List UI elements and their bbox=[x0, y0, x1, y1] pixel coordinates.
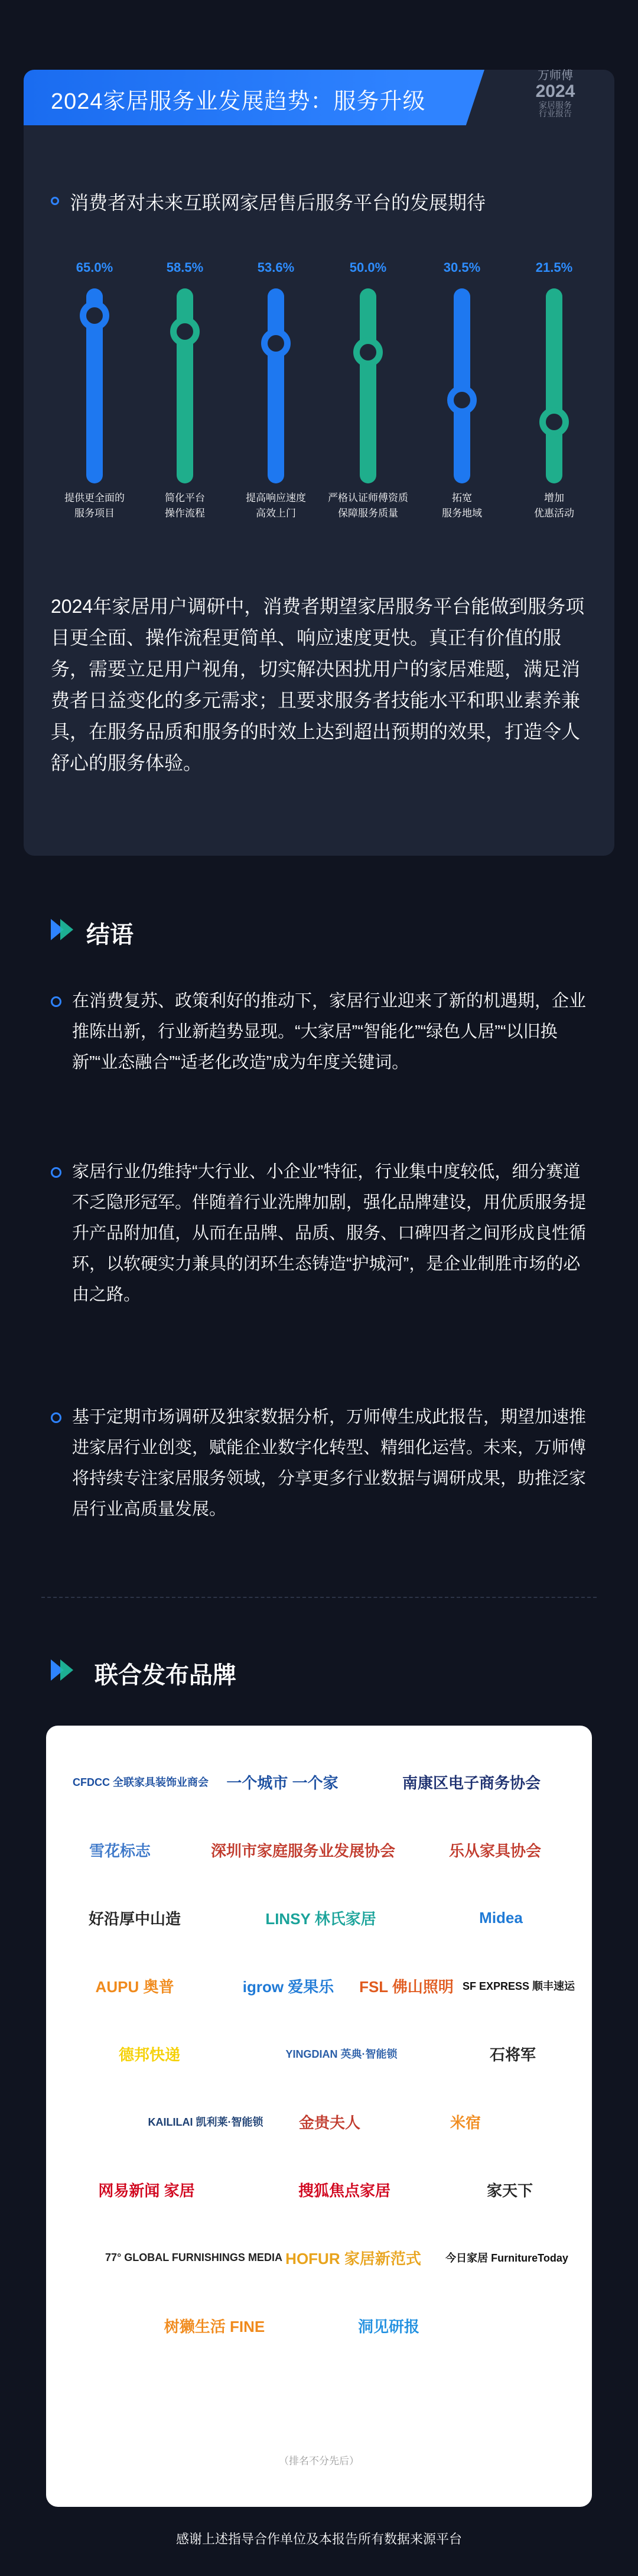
partner-brand-logo: 南康区电子商务协会 bbox=[402, 1773, 541, 1792]
conclusion-point-3: 基于定期市场调研及独家数据分析，万师傅生成此报告，期望加速推进家居行业创变，赋能企业数字化转型、精细化运营。未来，万师傅将持续专注家居服务领域，分享更多行业数据与调研成果，助推泛家居行业高质量发展。 bbox=[72, 1408, 587, 1519]
bar-track bbox=[360, 288, 376, 483]
divider bbox=[41, 1597, 597, 1598]
partner-brand-logo: 网易新闻 家居 bbox=[98, 2181, 195, 2200]
bullet-icon bbox=[51, 1412, 61, 1423]
brand-line-2: 行业报告 bbox=[539, 109, 572, 119]
partner-brand-logo: HOFUR 家居新范式 bbox=[285, 2249, 421, 2268]
bar-value-marker bbox=[447, 385, 477, 415]
bar-value-label: 53.6% bbox=[257, 260, 295, 275]
bar-category-label: 拓宽 服务地域 bbox=[442, 492, 482, 519]
bullet-icon bbox=[51, 996, 61, 1007]
bar-value-label: 50.0% bbox=[349, 260, 387, 275]
partner-brand-logo: KAILILAI 凯利莱·智能锁 bbox=[148, 2116, 263, 2128]
bar-value-marker bbox=[539, 407, 569, 437]
bullet-icon bbox=[51, 1167, 61, 1178]
brand-logo-panel bbox=[46, 1726, 592, 2507]
partner-brand-logo: 77° GLOBAL FURNISHINGS MEDIA bbox=[105, 2251, 282, 2263]
brand-year: 2024 bbox=[535, 82, 575, 101]
bar-value-label: 58.5% bbox=[166, 260, 204, 275]
partner-brand-logo: 一个城市 一个家 bbox=[226, 1773, 338, 1792]
ranking-note: （排名不分先后） bbox=[279, 2455, 359, 2467]
partner-brand-logo: 米宿 bbox=[450, 2113, 481, 2132]
bar-value-marker bbox=[170, 317, 200, 346]
partner-brand-logo: 好沿厚中山造 bbox=[88, 1909, 181, 1928]
partner-brand-logo: 金贵夫人 bbox=[298, 2113, 360, 2132]
footer-thanks: 感谢上述指导合作单位及本报告所有数据来源平台 bbox=[175, 2532, 462, 2546]
partner-brand-logo: CFDCC 全联家具装饰业商会 bbox=[73, 1776, 209, 1788]
brand-line-1: 家居服务 bbox=[539, 100, 572, 110]
partner-brand-logo: LINSY 林氏家居 bbox=[265, 1909, 376, 1928]
partner-brand-logo: 今日家居 FurnitureToday bbox=[445, 2252, 568, 2264]
section-title: 2024家居服务业发展趋势：服务升级 bbox=[51, 89, 426, 114]
partner-brand-logo: 洞见研报 bbox=[357, 2317, 419, 2335]
bar-value-marker bbox=[80, 301, 109, 330]
bar-value-label: 30.5% bbox=[443, 260, 481, 275]
conclusion-point-1: 在消费复苏、政策利好的推动下，家居行业迎来了新的机遇期，企业推陈出新，行业新趋势显现。“大家居”“智能化”“绿色人居”“以旧换新”“业态融合”“适老化改造”成为年度关键词。 bbox=[72, 992, 587, 1072]
bar-value-marker bbox=[353, 337, 383, 367]
partner-brand-logo: 家天下 bbox=[486, 2181, 533, 2200]
bar-track bbox=[268, 288, 284, 483]
brand-logo: 万师傅 bbox=[538, 69, 573, 82]
bar-category-label: 提供更全面的 服务项目 bbox=[64, 492, 125, 519]
partner-brand-logo: 石将军 bbox=[489, 2045, 536, 2064]
conclusion-heading: 结语 bbox=[86, 922, 134, 948]
partner-brand-logo: SF EXPRESS 顺丰速运 bbox=[462, 1980, 575, 1992]
partner-brand-logo: YINGDIAN 英典·智能锁 bbox=[285, 2048, 398, 2060]
bar-value-marker bbox=[261, 329, 291, 358]
bar-track bbox=[546, 288, 562, 483]
bar-category-label: 简化平台 操作流程 bbox=[165, 492, 205, 519]
partner-brand-logo: AUPU 奥普 bbox=[95, 1977, 174, 1996]
bar-category-label: 提高响应速度 高效上门 bbox=[246, 492, 306, 519]
brands-heading: 联合发布品牌 bbox=[95, 1662, 236, 1688]
section-play-icon bbox=[51, 1658, 79, 1682]
partner-brand-logo: FSL 佛山照明 bbox=[359, 1977, 454, 1996]
partner-brand-logo: 树獭生活 FINE bbox=[164, 2317, 265, 2335]
bar-category-label: 增加 优惠活动 bbox=[534, 492, 574, 519]
bar-value-label: 21.5% bbox=[535, 260, 573, 275]
bar-category-label: 严格认证师傅资质 保障服务质量 bbox=[328, 492, 408, 519]
conclusion-point-2: 家居行业仍维持“大行业、小企业”特征，行业集中度较低，细分赛道不乏隐形冠军。伴随着行业洗牌加剧，强化品牌建设，用优质服务提升产品附加值，从而在品牌、品质、服务、口碑四者之间形成良性循环，以软硬实力兼具的闭环生态铸造“护城河”，是企业制胜市场的必由之路。 bbox=[72, 1162, 587, 1304]
report-brand-mark bbox=[520, 70, 591, 118]
analysis-paragraph: 2024年家居用户调研中，消费者期望家居服务平台能做到服务项目更全面、操作流程更简单、响应速度更快。真正有价值的服务，需要立足用户视角，切实解决困扰用户的家居难题，满足消费者日益变化的多元需求；且要求服务者技能水平和职业素养兼具，在服务品质和服务的时效上达到超出预期的效果，打造令人舒心的服务体验。 bbox=[51, 596, 585, 774]
partner-brand-logo: 乐从家具协会 bbox=[448, 1841, 541, 1860]
section-play-icon bbox=[51, 918, 79, 941]
partner-brand-logo: 搜狐焦点家居 bbox=[298, 2181, 390, 2200]
chart-title: 消费者对未来互联网家居售后服务平台的发展期待 bbox=[70, 192, 486, 213]
partner-brand-logo: Midea bbox=[479, 1908, 523, 1927]
bar-value-label: 65.0% bbox=[76, 260, 113, 275]
partner-brand-logo: 雪花标志 bbox=[89, 1841, 151, 1860]
partner-brand-logo: 深圳市家庭服务业发展协会 bbox=[210, 1841, 395, 1860]
partner-brand-logo: 德邦快递 bbox=[118, 2045, 180, 2064]
partner-brand-logo: igrow 爱果乐 bbox=[242, 1977, 334, 1996]
